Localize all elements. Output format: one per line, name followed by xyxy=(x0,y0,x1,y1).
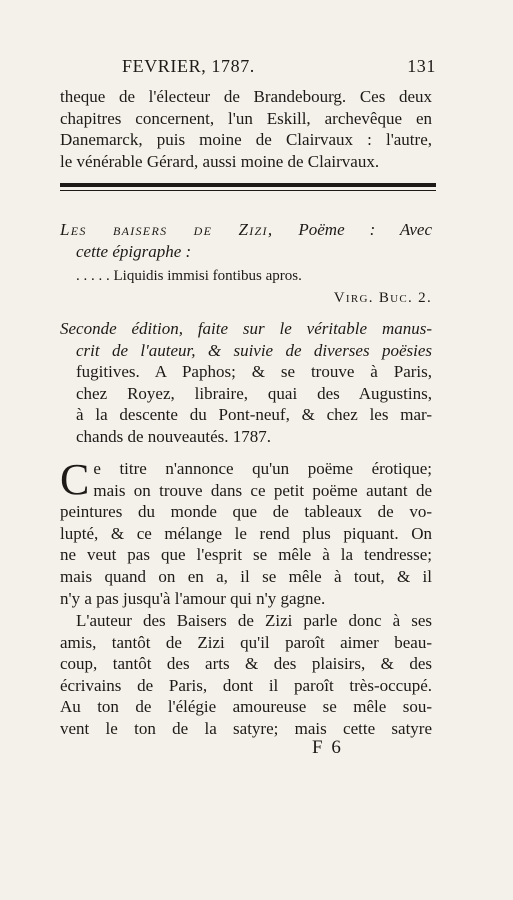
imprint-line: à la descente du Pont-neuf, & chez les mar- xyxy=(76,405,432,425)
section-rule-thin xyxy=(60,190,436,191)
text-line: coup, tantôt des arts & des plaisirs, & des xyxy=(60,654,432,674)
text-line: mais on trouve dans ce petit poëme autant de xyxy=(93,480,432,500)
running-head xyxy=(60,56,436,80)
text-line: peintures du monde que de tableaux de vo- xyxy=(60,502,432,522)
text-line: le vénérable Gérard, aussi moine de Clairvaux. xyxy=(60,151,380,171)
imprint-line: crit de l'auteur, & suivie de diverses poësies xyxy=(76,340,432,360)
epigraph-source: Virg. Buc. 2. xyxy=(333,289,432,306)
review-title: Les baisers de Zizi, xyxy=(60,220,274,239)
imprint xyxy=(60,318,432,448)
text-line: lupté, & ce mélange le rend plus piquant. On xyxy=(60,523,432,543)
text-line: n'y a pas jusqu'à l'amour qui n'y gagne. xyxy=(60,588,326,608)
imprint-line: chez Royez, libraire, quai des Augustins, xyxy=(76,383,432,403)
body-paragraph-2 xyxy=(60,610,432,740)
imprint-line: fugitives. A Paphos; & se trouve à Paris, xyxy=(76,362,432,382)
epigraph xyxy=(60,266,432,309)
review-title-line xyxy=(60,219,432,241)
text-line: amis, tantôt de Zizi qu'il paroît aimer beau- xyxy=(60,632,432,652)
text-line: Au ton de l'élégie amoureuse se mêle sou- xyxy=(60,697,432,717)
imprint-line: Seconde édition, faite sur le véritable manus- xyxy=(60,319,432,338)
review-title-line2: cette épigraphe : xyxy=(76,241,192,261)
text-line: chapitres concernent, l'un Eskill, archevêque en xyxy=(60,108,432,128)
page-number: 131 xyxy=(407,56,436,76)
text-line: ne veut pas que l'esprit se mêle à la tendresse; xyxy=(60,545,432,565)
text-line: L'auteur des Baisers de Zizi parle donc à ses xyxy=(76,611,432,630)
imprint-line: chands de nouveautés. 1787. xyxy=(76,426,271,446)
text-line: Danemarck, puis moine de Clairvaux : l'autre, xyxy=(60,130,432,150)
review-heading xyxy=(60,219,432,262)
section-rule-thick xyxy=(60,183,436,187)
epigraph-text: . . . . . Liquidis immisi fontibus apros. xyxy=(76,268,302,284)
signature-mark: F 6 xyxy=(312,737,343,758)
drop-cap: C xyxy=(60,455,90,504)
review-title-rest: Poëme : Avec xyxy=(298,220,433,239)
text-line: vent le ton de la satyre; mais cette satyre xyxy=(60,718,432,738)
carryover-paragraph xyxy=(60,86,432,172)
text-line: écrivains de Paris, dont il paroît très-occupé. xyxy=(60,675,432,695)
body-paragraph-1 xyxy=(60,455,432,609)
running-title: FEVRIER, 1787. xyxy=(122,56,255,76)
text-line: theque de l'électeur de Brandebourg. Ces deux xyxy=(60,87,432,106)
text-line: e titre n'annonce qu'un poëme érotique; xyxy=(93,459,432,478)
text-line: mais quand on en a, il se mêle à tout, & il xyxy=(60,566,432,586)
